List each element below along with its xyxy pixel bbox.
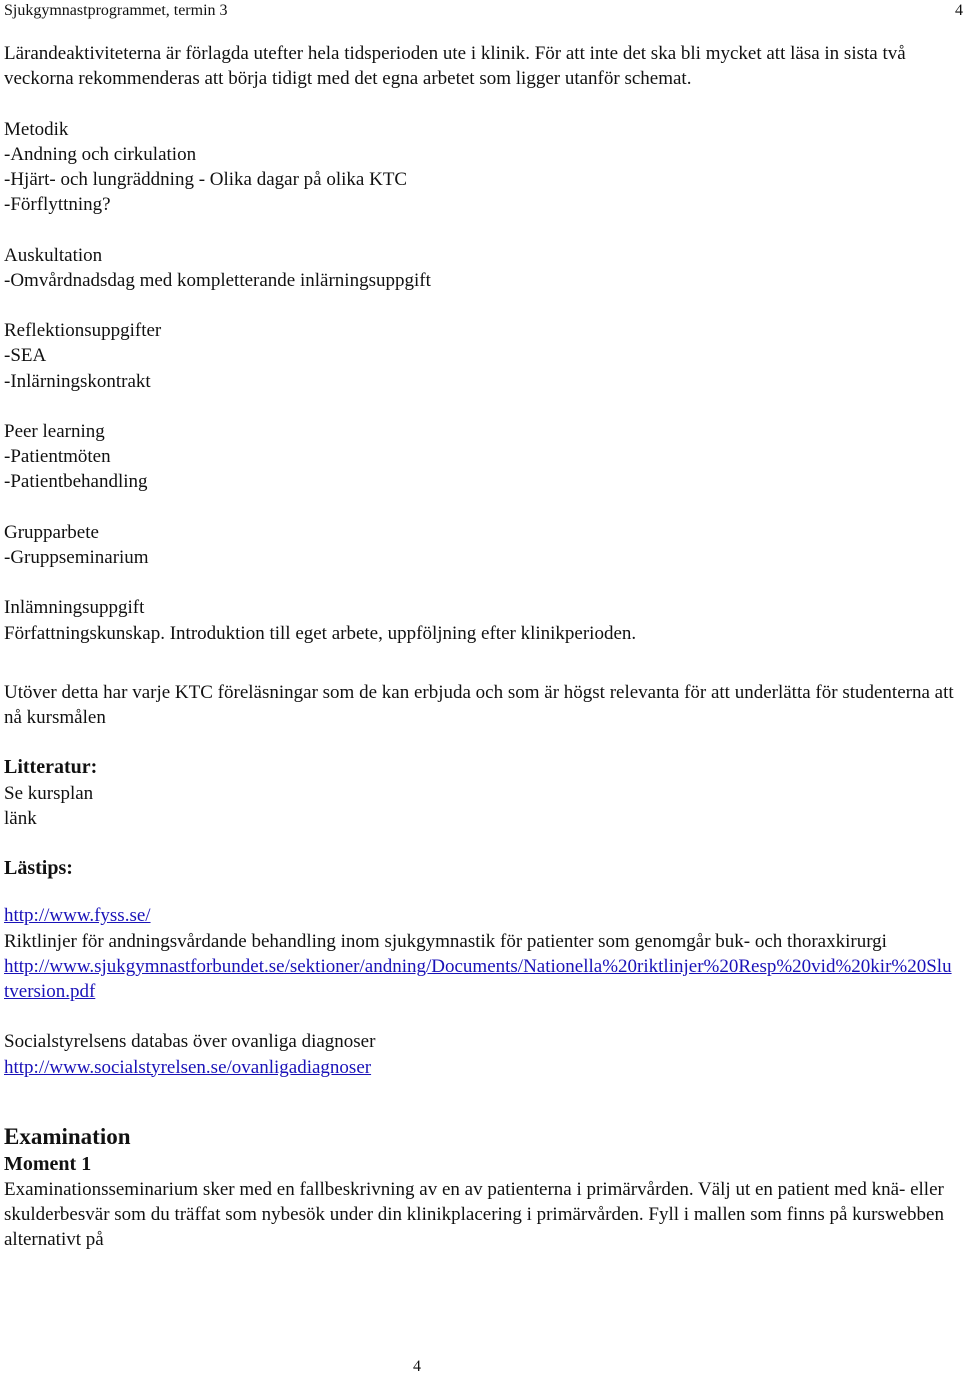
footer-page-number: 4	[413, 1358, 421, 1375]
section-item: -Gruppseminarium	[4, 546, 149, 568]
section-heading: Peer learning	[4, 420, 105, 442]
section-metodik	[4, 117, 954, 218]
section-item: -Omvårdnadsdag med kompletterande inlärningsuppgift	[4, 269, 431, 291]
database-text: Socialstyrelsens databas över ovanliga diagnoser	[4, 1031, 376, 1053]
section-auskultation	[4, 243, 954, 293]
document-title: Sjukgymnastprogrammet, termin 3	[4, 2, 228, 19]
literature-link-text: länk	[4, 807, 37, 829]
reading-tips-section	[4, 856, 954, 1080]
section-heading: Inlämningsuppgift	[4, 597, 145, 619]
section-peer-learning	[4, 419, 954, 495]
section-heading: Auskultation	[4, 244, 103, 266]
guidelines-pdf-link[interactable]: http://www.sjukgymnastforbundet.se/sektioner/andning/Documents/Nationella%20riktlinjer%20Resp%20vid%20kir%20Slutversion.pdf	[4, 955, 952, 1002]
section-item: -Andning och cirkulation	[4, 143, 197, 165]
reading-tips-heading: Lästips:	[4, 857, 73, 880]
literature-section	[4, 755, 954, 831]
section-inlamningsuppgift	[4, 595, 954, 645]
guidelines-text: Riktlinjer för andningsvårdande behandling inom sjukgymnastik för patienter som genomgår buk- och thoraxkirurgi	[4, 930, 887, 952]
document-body	[4, 41, 954, 1253]
examination-section	[4, 1122, 954, 1253]
section-item: -Patientbehandling	[4, 471, 148, 493]
socialstyrelsen-link[interactable]: http://www.socialstyrelsen.se/ovanligadiagnoser	[4, 1056, 372, 1078]
section-heading: Reflektionsuppgifter	[4, 320, 162, 342]
ktc-note-paragraph: Utöver detta har varje KTC föreläsningar som de kan erbjuda och som är högst relevanta för att underlätta för studenterna att nå kursmålen	[4, 681, 954, 728]
examination-text: Examinationsseminarium sker med en fallbeskrivning av en av patienterna i primärvården. Välj ut en patient med knä- eller skulderbesvär som du träffat som nybesök under din klinikplacering i primärvården. Fyll i mallen som finns på kurswebben alternativt på	[4, 1178, 944, 1251]
section-heading: Grupparbete	[4, 521, 99, 543]
section-heading: Metodik	[4, 118, 69, 140]
section-item: -SEA	[4, 345, 47, 367]
section-item: -Patientmöten	[4, 446, 111, 468]
section-grupparbete	[4, 520, 954, 570]
intro-paragraph: Lärandeaktiviteterna är förlagda utefter hela tidsperioden ute i klinik. För att inte det ska bli mycket att läsa in sista två veckorna rekommenderas att börja tidigt med det egna arbetet som ligger utanför schemat.	[4, 43, 906, 90]
section-item: -Förflyttning?	[4, 194, 111, 216]
section-item: -Inlärningskontrakt	[4, 370, 151, 392]
section-item: -Hjärt- och lungräddning - Olika dagar på olika KTC	[4, 169, 408, 190]
header-page-number: 4	[955, 2, 963, 19]
section-reflektionsuppgifter	[4, 318, 954, 394]
literature-line: Se kursplan	[4, 782, 94, 804]
examination-heading: Examination	[4, 1123, 131, 1149]
section-item: Författningskunskap. Introduktion till eget arbete, uppföljning efter klinikperioden.	[4, 622, 637, 644]
fyss-link[interactable]: http://www.fyss.se/	[4, 905, 151, 927]
literature-heading: Litteratur:	[4, 756, 98, 779]
page-header	[0, 0, 963, 24]
examination-subheading: Moment 1	[4, 1152, 92, 1175]
